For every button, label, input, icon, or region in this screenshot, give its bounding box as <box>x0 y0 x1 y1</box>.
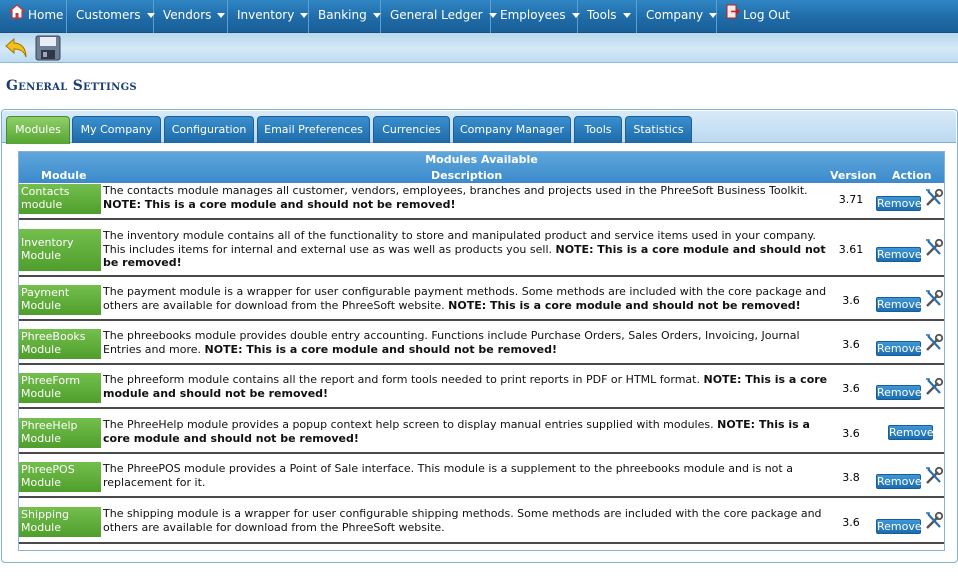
remove-button[interactable]: Remove <box>889 426 934 439</box>
menu-inventory-label: Inventory <box>237 8 295 22</box>
remove-button[interactable]: Remove <box>877 475 922 488</box>
module-name: Payment Module <box>19 285 101 315</box>
description-text: The shipping module is a wrapper for user configurable shipping methods. Some methods are included with the core package and others are available for download from the PhreeSoft website. <box>103 507 822 534</box>
menu-banking[interactable] <box>309 0 381 33</box>
row-divider <box>19 452 944 454</box>
core-note: NOTE: This is a core module and should not be removed! <box>103 373 828 400</box>
menu-general-ledger[interactable] <box>381 0 491 33</box>
row-divider <box>19 542 944 544</box>
row-divider <box>19 496 944 498</box>
description-text: The phreebooks module provides double entry accounting. Functions include Purchase Orders, Sales Orders, Invoicing, Journal Entries and more. <box>103 329 800 356</box>
tab-my-company[interactable]: My Company <box>72 116 161 143</box>
module-name: PhreeForm Module <box>19 373 101 403</box>
remove-button[interactable]: Remove <box>877 520 922 533</box>
row-divider <box>19 218 944 220</box>
description-text: The payment module is a wrapper for user configurable payment methods. Some methods are included with the core package and others are available for download from the PhreeSoft website. <box>103 285 827 312</box>
core-note: NOTE: This is a core module and should not be removed! <box>103 418 810 445</box>
menu-customers[interactable] <box>67 0 154 33</box>
remove-button[interactable]: Remove <box>877 197 922 210</box>
tools-icon[interactable] <box>924 377 944 397</box>
module-version: 3.6 <box>842 382 860 395</box>
chevron-down-icon <box>709 13 717 18</box>
menu-inventory[interactable] <box>228 0 309 33</box>
core-note: NOTE: This is a core module and should not be removed! <box>103 197 456 211</box>
menu-tools-label: Tools <box>587 8 617 22</box>
remove-button[interactable]: Remove <box>877 342 922 355</box>
module-description <box>103 329 833 356</box>
table-row <box>19 184 944 220</box>
description-text: The PhreePOS module provides a Point of Sale interface. This module is a supplement to the phreebooks module and is not a replacement for it. <box>103 462 793 489</box>
tools-icon[interactable] <box>924 511 944 531</box>
table-row <box>19 329 944 365</box>
row-divider <box>19 319 944 321</box>
tools-icon[interactable] <box>924 238 944 258</box>
module-name: Inventory Module <box>19 229 101 271</box>
description-text: The PhreeHelp module provides a popup context help screen to display manual entries supplied with modules. <box>103 418 718 431</box>
module-name: PhreePOS Module <box>19 462 101 492</box>
tab-tools[interactable]: Tools <box>574 116 622 143</box>
menu-customers-label: Customers <box>76 8 141 22</box>
menu-logout-label: Log Out <box>743 8 791 22</box>
menu-vendors[interactable] <box>154 0 228 33</box>
menu-home[interactable] <box>0 0 67 33</box>
table-row <box>19 285 944 321</box>
table-caption: Modules Available <box>425 153 538 166</box>
table-row <box>19 507 944 545</box>
module-name: Contacts module <box>19 184 101 214</box>
row-divider <box>19 407 944 409</box>
row-divider <box>19 363 944 365</box>
module-version: 3.6 <box>842 427 860 440</box>
save-disk-icon[interactable] <box>34 34 62 62</box>
module-name: PhreeHelp Module <box>19 418 101 448</box>
module-version: 3.71 <box>838 193 864 206</box>
module-description <box>103 373 833 400</box>
description-text: The contacts module manages all customer, vendors, employees, branches and projects used in the PhreeSoft Business Toolkit. <box>103 184 808 197</box>
tab-statistics[interactable]: Statistics <box>625 116 692 143</box>
module-name: PhreeBooks Module <box>19 329 101 359</box>
menu-employees-label: Employees <box>500 8 566 22</box>
tools-icon[interactable] <box>924 289 944 309</box>
menu-company-label: Company <box>646 8 704 22</box>
menu-general-ledger-label: General Ledger <box>390 8 483 22</box>
menu-home-label: Home <box>28 8 64 22</box>
header-module: Module <box>41 169 87 182</box>
tab-email-preferences[interactable]: Email Preferences <box>257 116 370 143</box>
module-description <box>103 462 833 489</box>
tools-icon[interactable] <box>924 188 944 208</box>
menu-vendors-label: Vendors <box>163 8 212 22</box>
remove-button[interactable]: Remove <box>877 248 922 261</box>
main-menu-bar <box>0 0 958 33</box>
description-text: The phreeform module contains all the report and form tools needed to print reports in PDF or HTML format. <box>103 373 704 386</box>
module-description <box>103 285 833 312</box>
core-note: NOTE: This is a core module and should not be removed! <box>448 298 801 312</box>
module-description <box>103 229 833 270</box>
module-version: 3.61 <box>838 243 864 256</box>
table-row <box>19 229 944 277</box>
menu-employees[interactable] <box>491 0 578 33</box>
header-version: Version <box>830 169 877 182</box>
tools-icon[interactable] <box>924 466 944 486</box>
header-description: Description <box>431 169 503 182</box>
table-row <box>19 418 944 454</box>
tab-company-manager[interactable]: Company Manager <box>453 116 571 143</box>
page-title: General Settings <box>6 78 137 94</box>
tools-icon[interactable] <box>924 333 944 353</box>
toolbar <box>0 33 958 63</box>
header-action: Action <box>892 169 932 182</box>
description-text: The inventory module contains all of the functionality to store and manipulated product and service items used in your company. This includes items for internal and external use as was well as products you sell. <box>103 229 816 256</box>
menu-company[interactable] <box>637 0 717 33</box>
remove-button[interactable]: Remove <box>877 298 922 311</box>
home-icon <box>9 0 25 31</box>
module-version: 3.6 <box>842 338 860 351</box>
table-row <box>19 373 944 409</box>
chevron-down-icon <box>623 13 631 18</box>
chevron-down-icon <box>373 13 381 18</box>
logout-icon <box>726 0 740 31</box>
core-note: NOTE: This is a core module and should not be removed! <box>103 242 826 269</box>
module-description <box>103 184 833 211</box>
module-version: 3.6 <box>842 516 860 529</box>
menu-logout[interactable] <box>717 0 793 33</box>
table-header <box>19 152 944 183</box>
tab-modules[interactable]: Modules <box>6 116 70 144</box>
chevron-down-icon <box>300 13 308 18</box>
menu-tools[interactable] <box>578 0 637 33</box>
remove-button[interactable]: Remove <box>877 386 922 399</box>
module-description <box>103 507 833 534</box>
tab-currencies[interactable]: Currencies <box>373 116 450 143</box>
core-note: NOTE: This is a core module and should not be removed! <box>204 342 558 356</box>
back-arrow-icon[interactable] <box>3 34 31 62</box>
module-name: Shipping Module <box>19 507 101 537</box>
module-version: 3.6 <box>842 294 860 307</box>
chevron-down-icon <box>217 13 225 18</box>
table-row <box>19 462 944 498</box>
menu-banking-label: Banking <box>318 8 367 22</box>
module-version: 3.8 <box>842 471 860 484</box>
tab-configuration[interactable]: Configuration <box>164 116 254 143</box>
module-description <box>103 418 833 445</box>
row-divider <box>19 275 944 277</box>
